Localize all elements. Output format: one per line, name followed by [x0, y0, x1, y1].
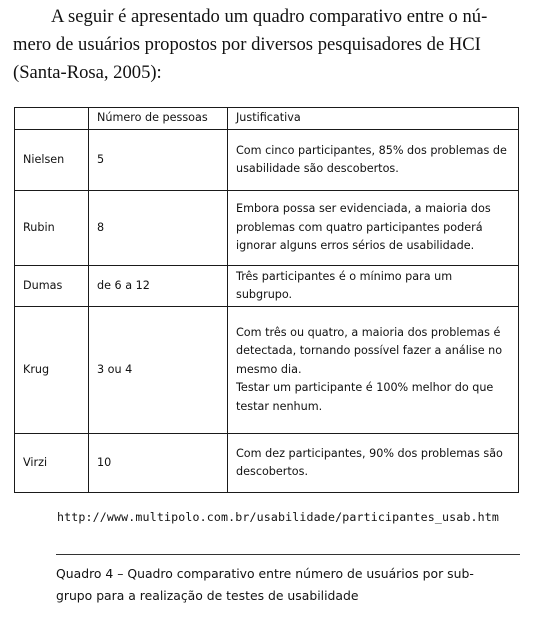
header-empty	[15, 108, 89, 130]
source-url: http://www.multipolo.com.br/usabilidade/participantes_usab.htm	[57, 510, 500, 524]
justification-cell	[228, 130, 519, 191]
header-number-of-people: Número de pessoas	[89, 108, 228, 130]
caption-line: Quadro 4 – Quadro comparativo entre número de usuários por sub-	[56, 566, 474, 581]
table-row	[15, 434, 519, 493]
justification-line: Com cinco participantes, 85% dos problemas de	[236, 143, 507, 157]
justification-cell	[228, 191, 519, 266]
researcher-cell: Rubin	[15, 191, 89, 266]
intro-paragraph	[13, 3, 527, 87]
count-cell: 5	[89, 130, 228, 191]
intro-line: A seguir é apresentado um quadro comparativo entre o nú-	[51, 6, 488, 27]
justification-line: Embora possa ser evidenciada, a maioria dos	[236, 202, 491, 216]
researcher-cell: Nielsen	[15, 130, 89, 191]
justification-line: usabilidade são descobertos.	[236, 162, 399, 175]
table-row	[15, 307, 519, 434]
justification-line: ignorar alguns erros sérios de usabilidade.	[236, 239, 475, 253]
intro-line: (Santa-Rosa, 2005):	[13, 62, 162, 83]
table-row	[15, 266, 519, 307]
caption-divider	[56, 554, 520, 555]
justification-cell	[228, 434, 519, 493]
justification-line: detectada, tornando possível fazer a análise no	[236, 344, 503, 358]
table-row	[15, 191, 519, 266]
table-caption	[56, 563, 526, 607]
justification-cell	[228, 266, 519, 307]
justification-line: Com três ou quatro, a maioria dos problemas é	[236, 325, 501, 339]
justification-line: Três participantes é o mínimo para um subgrupo.	[236, 269, 453, 301]
count-cell: 3 ou 4	[89, 307, 228, 434]
justification-line: problemas com quatro participantes poderá	[236, 220, 483, 234]
researcher-cell: Krug	[15, 307, 89, 434]
justification-cell	[228, 307, 519, 434]
researcher-cell: Virzi	[15, 434, 89, 493]
header-justification: Justificativa	[228, 108, 519, 130]
count-cell: 8	[89, 191, 228, 266]
justification-line: descobertos.	[236, 465, 309, 478]
table-header-row	[15, 108, 519, 130]
intro-line: mero de usuários propostos por diversos pesquisadores de HCI	[13, 34, 481, 55]
justification-line: testar nenhum.	[236, 399, 323, 413]
justification-line: Com dez participantes, 90% dos problemas são	[236, 446, 503, 460]
justification-line: Testar um participante é 100% melhor do que	[236, 381, 494, 395]
count-cell: de 6 a 12	[89, 266, 228, 307]
caption-line: grupo para a realização de testes de usabilidade	[56, 588, 359, 603]
comparison-table	[14, 107, 519, 493]
count-cell: 10	[89, 434, 228, 493]
table-row	[15, 130, 519, 191]
researcher-cell: Dumas	[15, 266, 89, 307]
justification-line: mesmo dia.	[236, 362, 302, 376]
